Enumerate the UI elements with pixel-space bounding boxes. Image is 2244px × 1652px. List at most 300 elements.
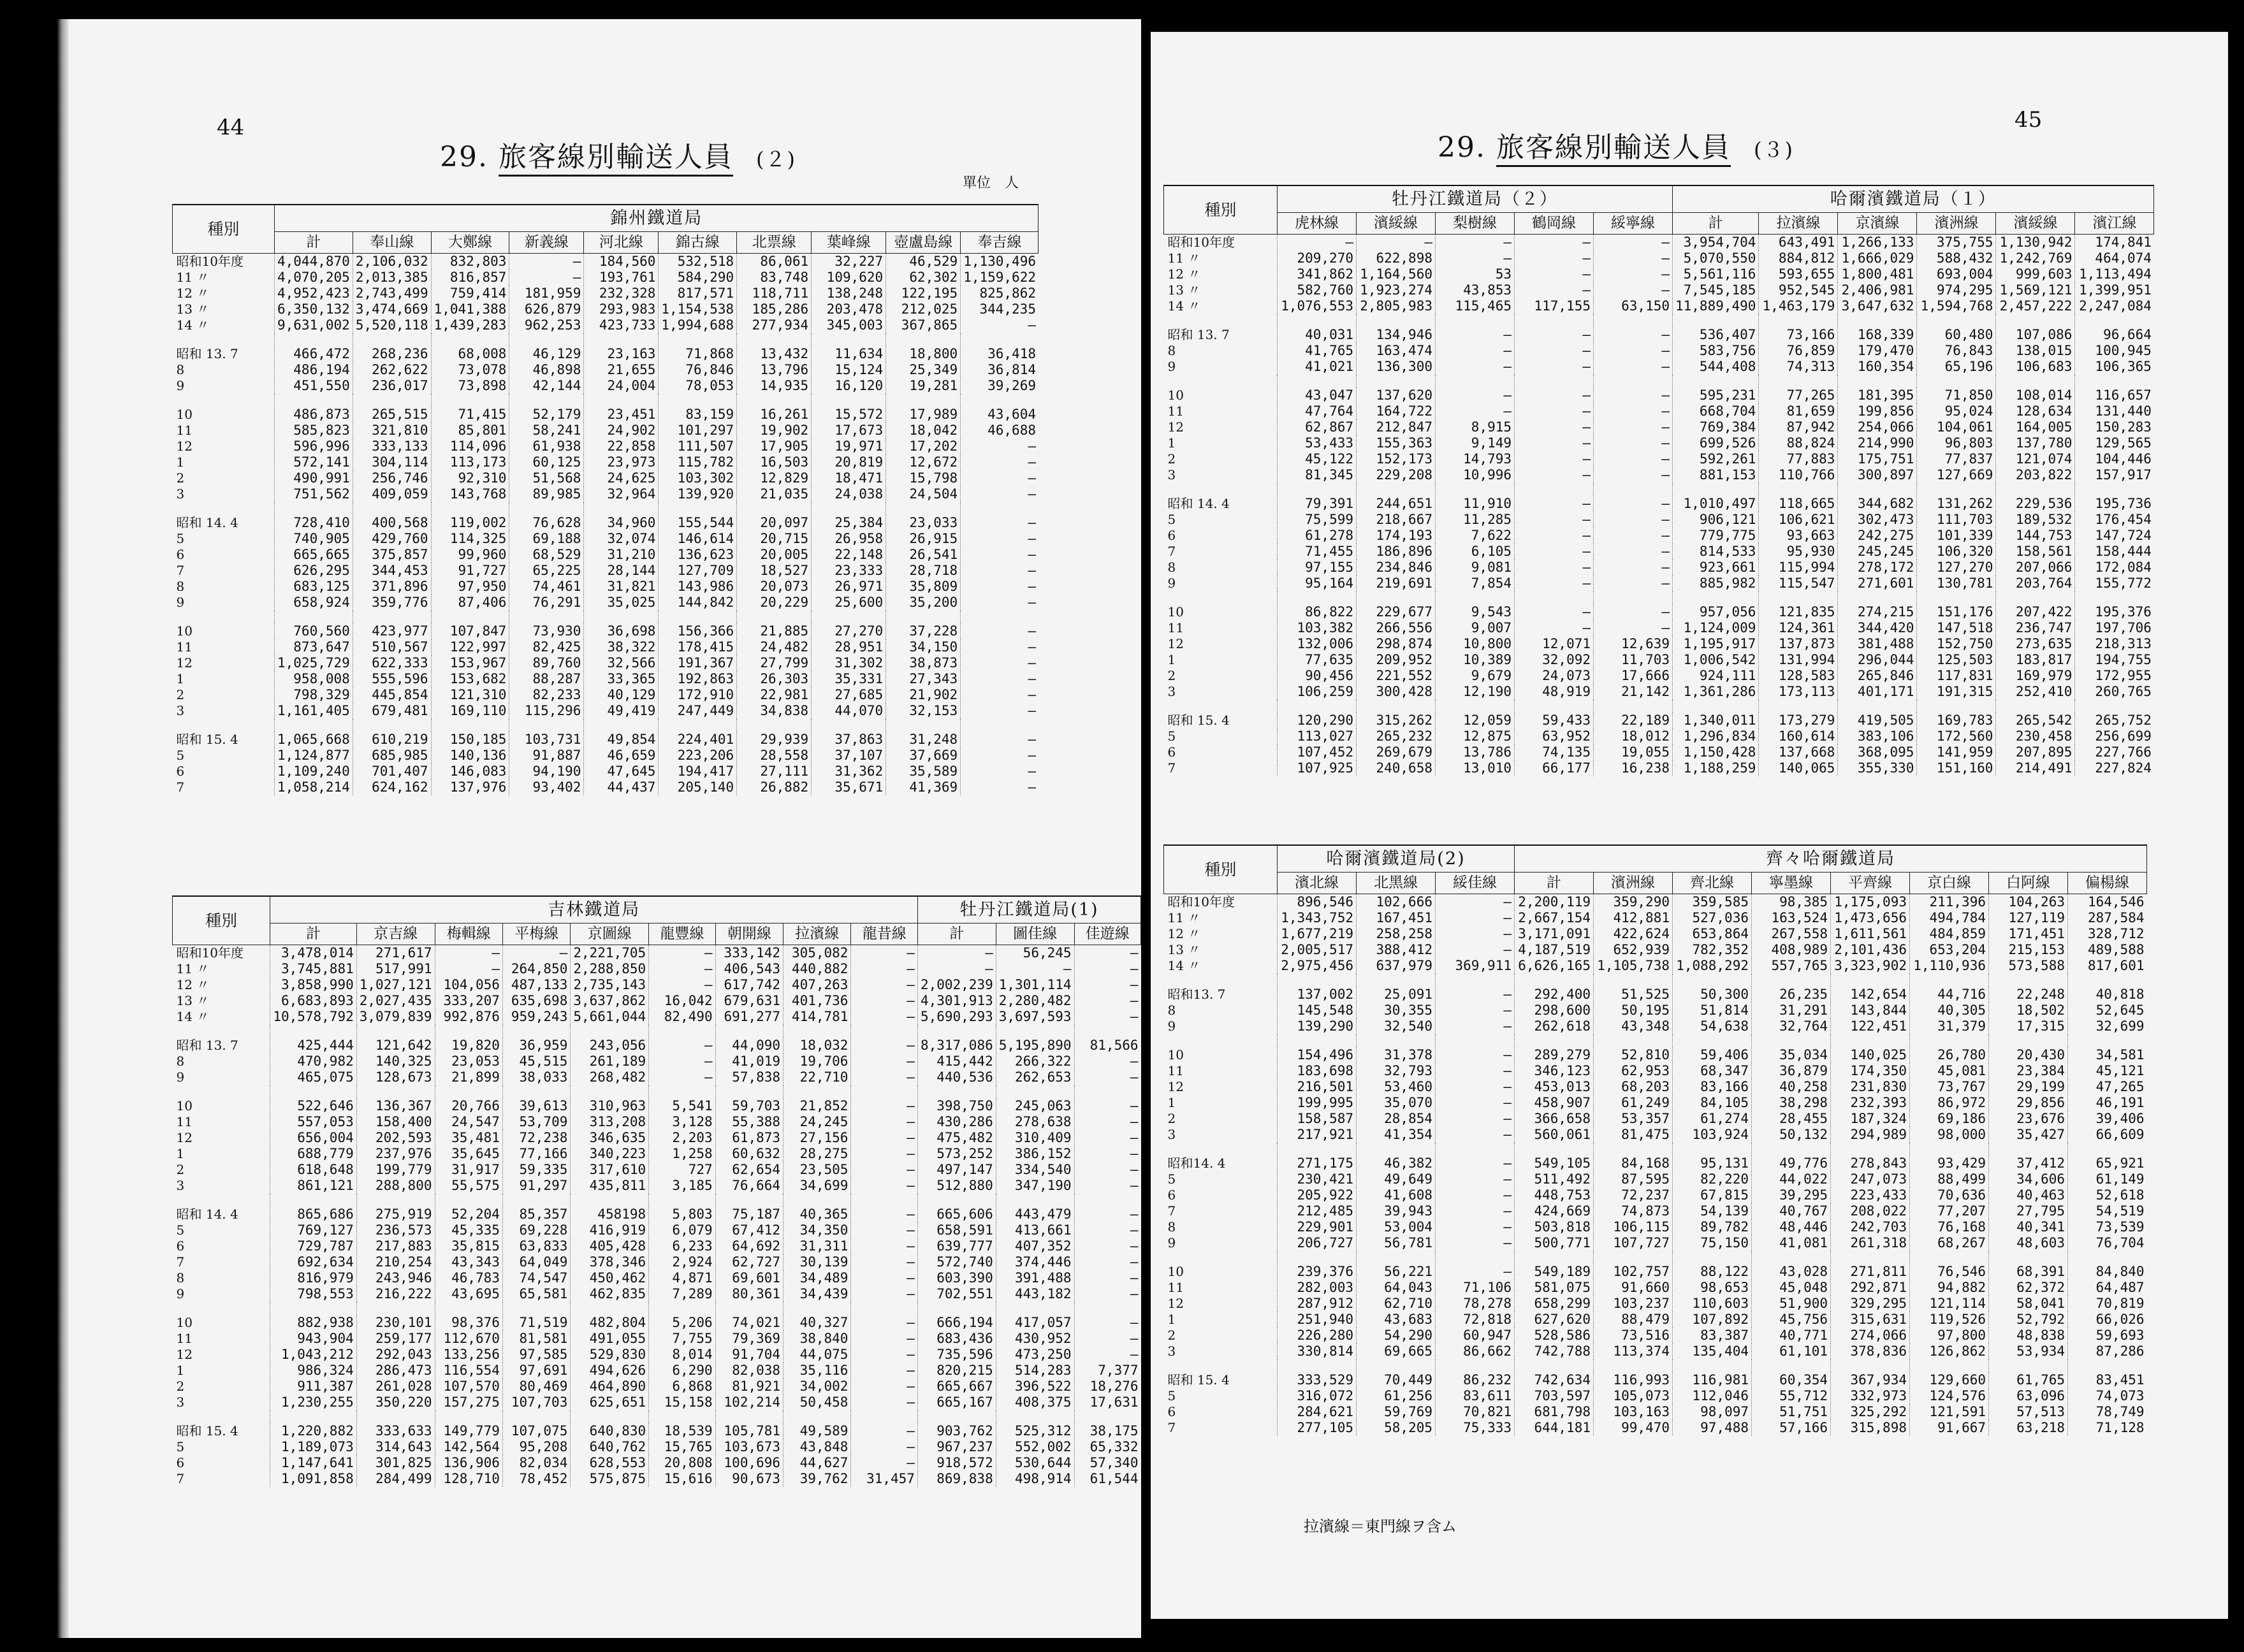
value-cell: — [649,945,715,962]
table-row [173,254,1038,270]
value-cell: 104,061 [1917,419,1996,435]
value-cell: 13,786 [1436,744,1515,760]
value-cell: — [1436,388,1515,403]
value-cell: 142,654 [1831,987,1910,1003]
value-cell: 242,275 [1838,528,1917,544]
title-number: 29. [440,141,488,173]
period-cell: 10 [176,1098,193,1113]
value-cell: 143,986 [659,579,737,595]
value-cell: 229,677 [1357,604,1436,620]
value-cell: 56,221 [1357,1264,1436,1280]
value-cell: 47,764 [1278,403,1357,419]
value-cell: 174,193 [1357,528,1436,544]
value-cell: 53 [1436,266,1515,282]
period-cell: 6 [1167,1404,1176,1419]
value-cell: — [1594,419,1673,435]
group-header: 牡丹江鐵道局（２） [1278,185,1673,213]
period-cell [1164,1034,1278,1047]
value-cell: 498,914 [996,1471,1074,1487]
value-cell: — [649,977,715,993]
value-cell: 137,620 [1357,388,1436,403]
value-cell: 39,762 [783,1471,851,1487]
value-cell [1673,591,1759,604]
value-cell: 70,819 [2068,1296,2147,1312]
value-cell: 169,979 [1996,668,2075,684]
value-cell: 325,292 [1831,1404,1910,1420]
table-row [173,655,1038,671]
value-cell: 19,902 [737,423,812,438]
value-cell: 10,996 [1436,467,1515,483]
table-row [1164,1404,2147,1420]
value-cell: 57,340 [1074,1455,1140,1471]
table-row [173,961,1141,977]
period-cell [1164,974,1278,987]
value-cell: 144,842 [659,595,737,611]
value-cell: 175,751 [1838,451,1917,467]
value-cell [1910,1034,1989,1047]
period-cell: 5 [176,1439,185,1454]
value-cell: 64,487 [2068,1280,2147,1296]
column-header: 計 [275,232,353,254]
value-cell: 40,771 [1752,1328,1831,1344]
value-cell: 1,301,114 [996,977,1074,993]
value-cell: 69,186 [1910,1111,1989,1127]
value-cell: 118,711 [737,286,812,301]
value-cell [1759,591,1838,604]
value-cell [2075,591,2154,604]
value-cell: 271,601 [1838,576,1917,591]
value-cell [1752,1143,1831,1156]
column-header: 奉山線 [353,232,431,254]
value-cell: 23,973 [584,454,659,470]
table-row [173,1222,1141,1238]
value-cell: 113,374 [1594,1344,1673,1359]
value-cell: 500,771 [1515,1235,1594,1251]
value-cell: 140,065 [1759,760,1838,776]
value-cell: 82,034 [502,1455,570,1471]
value-cell: 881,153 [1673,467,1759,483]
value-cell: 278,172 [1838,560,1917,576]
value-cell: 298,874 [1357,636,1436,652]
table-row [1164,1328,2147,1344]
value-cell: 106,365 [2075,359,2154,375]
value-cell: 83,611 [1436,1388,1515,1404]
value-cell: 34,489 [783,1270,851,1286]
value-cell: — [961,764,1038,779]
period-cell: 10 [176,407,193,422]
table-row [1164,1111,2147,1127]
value-cell: 82,233 [509,687,584,703]
value-cell: 24,902 [584,423,659,438]
value-cell: 74,461 [509,579,584,595]
value-cell: 27,343 [886,671,961,687]
value-cell: 23,676 [1989,1111,2068,1127]
value-cell: 992,876 [435,1009,502,1025]
value-cell: 140,136 [431,748,509,764]
table-row [173,595,1038,611]
value-cell: — [851,1270,917,1286]
value-cell: 117,831 [1917,668,1996,684]
value-cell: 1,188,259 [1673,760,1759,776]
value-cell: 230,101 [356,1315,435,1331]
value-cell: — [851,1206,917,1222]
value-cell: 122,195 [886,286,961,301]
value-cell: 5,690,293 [917,1009,996,1025]
value-cell: 101,339 [1917,528,1996,544]
period-cell: 12 〃 [176,286,210,301]
value-cell [886,502,961,515]
value-cell: 301,825 [356,1455,435,1471]
value-cell [1594,314,1673,327]
period-cell: 7 [1167,544,1176,559]
value-cell: 429,760 [353,531,431,547]
value-cell: 81,475 [1594,1127,1673,1143]
value-cell [1673,700,1759,713]
value-cell [356,1085,435,1098]
value-cell: 5,541 [649,1098,715,1114]
value-cell: 624,162 [353,779,431,795]
value-cell: 2,027,435 [356,993,435,1009]
value-cell: 137,002 [1278,987,1357,1003]
value-cell: 701,407 [353,764,431,779]
value-cell: 137,780 [1996,435,2075,451]
value-cell: — [1515,250,1594,266]
value-cell: 58,205 [1357,1420,1436,1436]
value-cell: 89,985 [509,486,584,502]
value-cell: 5,070,550 [1673,250,1759,266]
value-cell [961,333,1038,346]
value-cell: 43,683 [1357,1312,1436,1328]
value-cell: — [1074,1206,1140,1222]
title-text: 旅客線別輸送人員 [1496,131,1731,167]
value-cell: 66,026 [2068,1312,2147,1328]
value-cell [270,1025,356,1038]
period-cell: 2 [176,470,185,486]
value-cell: 298,600 [1515,1003,1594,1018]
value-cell: 1,611,561 [1831,926,1910,942]
value-cell: 560,061 [1515,1127,1594,1143]
value-cell: 158,400 [356,1114,435,1130]
value-cell: 28,558 [737,748,812,764]
value-cell [1594,1143,1673,1156]
value-cell: 10,800 [1436,636,1515,652]
value-cell: 20,097 [737,515,812,531]
value-cell [1759,700,1838,713]
table-row [1164,1095,2147,1111]
value-cell: 236,017 [353,378,431,394]
value-cell: 143,844 [1831,1003,1910,1018]
data-table [172,895,1141,1487]
column-header: 濱洲線 [1917,213,1996,235]
value-cell: 47,265 [2068,1079,2147,1095]
value-cell: 817,571 [659,286,737,301]
value-cell: 146,614 [659,531,737,547]
value-cell: 243,946 [356,1270,435,1286]
table-row [173,764,1038,779]
value-cell: 95,131 [1673,1156,1752,1171]
value-cell: 104,446 [2075,451,2154,467]
value-cell [1673,483,1759,496]
value-cell: 27,111 [737,764,812,779]
value-cell: 1,230,255 [270,1395,356,1410]
value-cell: 24,245 [783,1114,851,1130]
value-cell: 80,361 [715,1286,783,1302]
value-cell: 287,912 [1278,1296,1357,1312]
value-cell: 67,412 [715,1222,783,1238]
value-cell: 106,621 [1759,512,1838,528]
value-cell: 9,081 [1436,560,1515,576]
value-cell: 115,465 [1436,298,1515,314]
value-cell: 227,766 [2075,744,2154,760]
table-row [173,1423,1141,1439]
value-cell: 383,106 [1838,728,1917,744]
column-header: 計 [1515,873,1594,894]
value-cell: 405,428 [571,1238,649,1254]
value-cell: 72,818 [1436,1312,1515,1328]
value-cell: 374,446 [996,1254,1074,1270]
period-cell: 12 [1167,1296,1184,1311]
value-cell: 136,623 [659,547,737,563]
value-cell: 92,310 [431,470,509,486]
value-cell [571,1410,649,1423]
value-cell [783,1194,851,1206]
value-cell: — [1436,1219,1515,1235]
value-cell: — [961,687,1038,703]
value-cell: 104,263 [1989,894,2068,911]
value-cell [1074,1025,1140,1038]
value-cell [1436,700,1515,713]
value-cell: 487,133 [502,977,570,993]
period-cell: 6 [176,1238,185,1254]
period-cell [1164,1143,1278,1156]
value-cell: 536,407 [1673,327,1759,343]
table-row [173,1054,1141,1069]
value-cell [1989,1143,2068,1156]
value-cell: 229,208 [1357,467,1436,483]
period-cell [173,1302,270,1315]
value-cell: 91,727 [431,563,509,579]
value-cell: 400,568 [353,515,431,531]
period-cell: 9 [176,1069,185,1085]
value-cell [509,719,584,732]
table-row [1164,668,2154,684]
value-cell: 43,695 [435,1286,502,1302]
value-cell: 17,315 [1989,1018,2068,1034]
value-cell: 70,636 [1910,1187,1989,1203]
value-cell: 62,654 [715,1162,783,1178]
value-cell: 17,989 [886,407,961,423]
period-cell: 9 [1167,1235,1176,1250]
value-cell: 626,295 [275,563,353,579]
value-cell: 98,097 [1673,1404,1752,1420]
value-cell: 34,581 [2068,1047,2147,1063]
value-cell: 15,616 [649,1471,715,1487]
period-cell: 1 [176,1363,185,1378]
value-cell [353,719,431,732]
value-cell: 61,278 [1278,528,1357,544]
table-row [1164,604,2154,620]
value-cell [1917,483,1996,496]
value-cell: 760,560 [275,623,353,639]
value-cell: 742,634 [1515,1372,1594,1388]
value-cell [812,333,886,346]
table-row [1164,1296,2147,1312]
value-cell: 82,220 [1673,1171,1752,1187]
value-cell: 679,631 [715,993,783,1009]
value-cell: — [961,470,1038,486]
value-cell [2075,700,2154,713]
value-cell: 1,065,668 [275,732,353,748]
value-cell: 140,325 [356,1054,435,1069]
value-cell: 699,526 [1673,435,1759,451]
value-cell: — [1515,235,1594,251]
period-cell: 8 [1167,1003,1176,1018]
value-cell: 11,634 [812,346,886,362]
value-cell: 585,823 [275,423,353,438]
value-cell: — [1436,926,1515,942]
value-cell: 265,846 [1838,668,1917,684]
value-cell: — [1594,560,1673,576]
value-cell: 653,864 [1673,926,1752,942]
value-cell: 107,703 [502,1395,570,1410]
value-cell: 26,235 [1752,987,1831,1003]
value-cell: 924,111 [1673,668,1759,684]
corner-header: 種別 [173,896,270,945]
value-cell: 287,584 [2068,910,2147,926]
value-cell: 169,110 [431,703,509,719]
value-cell: 510,567 [353,639,431,655]
value-cell: 31,311 [783,1238,851,1254]
period-cell: 12 〃 [1167,266,1201,282]
value-cell: 2,101,436 [1831,942,1910,958]
value-cell [270,1085,356,1098]
period-cell [173,719,275,732]
value-cell: 86,232 [1436,1372,1515,1388]
value-cell: — [851,1098,917,1114]
value-cell: — [1515,282,1594,298]
value-cell: 26,541 [886,547,961,563]
value-cell: 703,597 [1515,1388,1594,1404]
value-cell: 110,603 [1673,1296,1752,1312]
value-cell: 1,296,834 [1673,728,1759,744]
value-cell: 164,546 [2068,894,2147,911]
value-cell: 1,195,917 [1673,636,1759,652]
value-cell: 179,470 [1838,343,1917,359]
value-cell: 29,856 [1989,1095,2068,1111]
value-cell: 68,347 [1673,1063,1752,1079]
table-row [1164,1003,2147,1018]
value-cell: 208,022 [1831,1203,1910,1219]
value-cell: 333,529 [1278,1372,1357,1388]
table-row [173,1238,1141,1254]
period-cell: 2 [1167,1328,1176,1343]
value-cell: 884,812 [1759,250,1838,266]
table-row [173,454,1038,470]
value-cell: 2,221,705 [571,945,649,962]
value-cell: 2,247,084 [2075,298,2154,314]
value-cell: 552,002 [996,1439,1074,1455]
value-cell: 1,399,951 [2075,282,2154,298]
value-cell: 202,593 [356,1130,435,1146]
value-cell: 79,369 [715,1331,783,1347]
value-cell: 21,142 [1594,684,1673,700]
value-cell: 1,110,936 [1910,958,1989,974]
value-cell: — [851,1347,917,1363]
period-cell: 1 [1167,652,1176,667]
value-cell: — [509,254,584,270]
value-cell: 1,569,121 [1996,282,2075,298]
value-cell: 100,945 [2075,343,2154,359]
value-cell: 77,207 [1910,1203,1989,1219]
value-cell: 15,158 [649,1395,715,1410]
value-cell: — [1074,1098,1140,1114]
value-cell: 207,066 [1996,560,2075,576]
value-cell: 103,924 [1673,1127,1752,1143]
value-cell: 511,492 [1515,1171,1594,1187]
value-cell: 113,027 [1278,728,1357,744]
value-cell: 18,032 [783,1038,851,1054]
value-cell: 9,149 [1436,435,1515,451]
value-cell: 769,127 [270,1222,356,1238]
value-cell [851,1194,917,1206]
value-cell: — [961,563,1038,579]
value-cell [1278,314,1357,327]
value-cell: 7,289 [649,1286,715,1302]
table-row [1164,744,2154,760]
value-cell: 572,141 [275,454,353,470]
value-cell: 23,053 [435,1054,502,1069]
value-cell: 282,003 [1278,1280,1357,1296]
value-cell: 665,606 [917,1206,996,1222]
value-cell: 232,393 [1831,1095,1910,1111]
period-cell: 12 [176,438,193,454]
value-cell: — [917,945,996,962]
value-cell: 265,232 [1357,728,1436,744]
value-cell: 497,147 [917,1162,996,1178]
value-cell: 76,168 [1910,1219,1989,1235]
value-cell: 423,733 [584,317,659,333]
value-cell: 18,276 [1074,1379,1140,1395]
value-cell: 20,715 [737,531,812,547]
value-cell: 12,829 [737,470,812,486]
value-cell: 127,709 [659,563,737,579]
value-cell: 128,634 [1996,403,2075,419]
period-cell: 3 [176,486,185,502]
value-cell: 87,942 [1759,419,1838,435]
period-cell: 3 [1167,1344,1176,1359]
value-cell: 205,140 [659,779,737,795]
column-header: 虎林線 [1278,213,1357,235]
table-body [173,945,1141,1488]
value-cell: 2,288,850 [571,961,649,977]
value-cell: 2,280,482 [996,993,1074,1009]
value-cell: 39,269 [961,378,1038,394]
value-cell: 817,601 [2068,958,2147,974]
value-cell: 7,854 [1436,576,1515,591]
value-cell: 458198 [571,1206,649,1222]
table-row [173,687,1038,703]
table-row [1164,1047,2147,1063]
value-cell: — [961,732,1038,748]
value-cell [2068,1143,2147,1156]
table-row [173,515,1038,531]
value-cell: 61,765 [1989,1372,2068,1388]
value-cell: 24,004 [584,378,659,394]
value-cell [812,394,886,407]
value-cell [1278,1034,1357,1047]
value-cell: — [1515,496,1594,512]
value-cell: 76,846 [659,362,737,378]
